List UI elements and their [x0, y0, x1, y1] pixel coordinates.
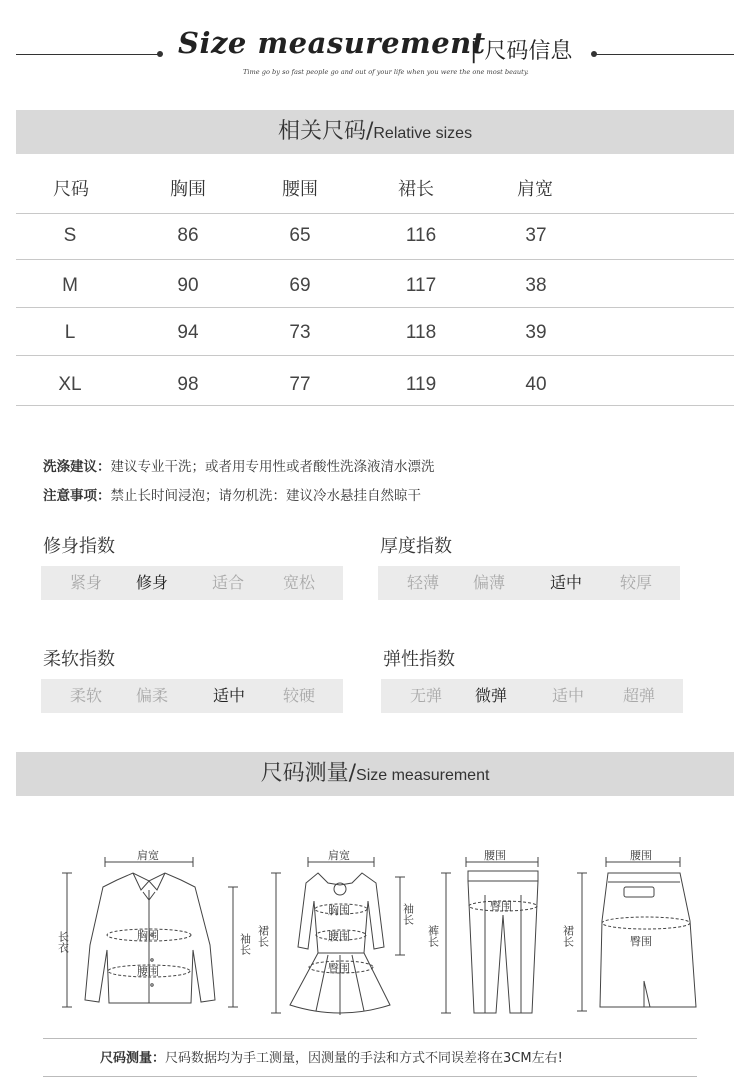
softness-index-option: 较硬 — [282, 686, 315, 705]
fit-index-title: 修身指数 — [43, 536, 115, 557]
header-dot-left — [157, 51, 163, 57]
skirt-length-label: 裙长 — [561, 925, 575, 947]
cell-waist: 69 — [289, 275, 311, 296]
cell-waist: 73 — [289, 322, 311, 343]
shirt-sleeve-label: 袖长 — [238, 933, 252, 955]
header-cn-title: | 尺码信息 — [470, 39, 573, 64]
skirt-hip-label: 臀围 — [630, 935, 652, 948]
thickness-index-option: 轻薄 — [406, 573, 439, 592]
note-divider-bottom — [43, 1076, 697, 1077]
dress-length-label: 裙长 — [256, 925, 270, 947]
note-divider-top — [43, 1038, 697, 1039]
dress-waist-label: 腰围 — [328, 930, 350, 943]
dress-shoulder-label: 肩宽 — [328, 849, 350, 862]
table-divider — [16, 405, 734, 406]
dress-hip-label: 臀围 — [328, 962, 350, 975]
measurement-note-label: 尺码测量： — [100, 1051, 166, 1066]
cell-length: 118 — [405, 322, 437, 343]
relative-sizes-title-en: Relative sizes — [373, 125, 473, 142]
elasticity-index-bar — [381, 679, 683, 713]
table-divider — [16, 307, 734, 308]
shirt-length-label: 长衣 — [56, 931, 70, 953]
pants-hip-label: 臀围 — [490, 900, 512, 913]
elasticity-index-option: 超弹 — [622, 686, 655, 705]
care-notice-text: 禁止长时间浸泡；请勿机洗：建议冷水悬挂自然晾干 — [110, 488, 421, 504]
cell-chest: 90 — [177, 275, 199, 296]
softness-index-option: 偏柔 — [135, 686, 168, 705]
elasticity-index-option: 适中 — [551, 686, 584, 705]
size-measurement-title-cn: 尺码测量/ — [260, 761, 357, 786]
col-header-shoulder: 肩宽 — [517, 179, 553, 200]
table-divider — [16, 259, 734, 260]
cell-shoulder: 39 — [525, 322, 547, 343]
softness-index-option: 柔软 — [69, 686, 102, 705]
fit-index-option: 适合 — [211, 573, 244, 592]
fit-index-bar — [41, 566, 343, 600]
cell-length: 119 — [405, 374, 437, 395]
cell-size: S — [63, 225, 77, 246]
shirt-diagram — [45, 835, 255, 1020]
thickness-index-title: 厚度指数 — [380, 536, 452, 557]
elasticity-index-option-selected: 微弹 — [474, 686, 507, 705]
wash-advice-text: 建议专业干洗；或者用专用性或者酸性洗涤液清水漂洗 — [110, 459, 435, 475]
header-tagline: Time go by so fast people go and out of your life when you were the one most beauty. — [243, 68, 529, 76]
cell-waist: 77 — [289, 374, 311, 395]
care-notice — [43, 484, 421, 504]
size-measurement-bar — [16, 752, 734, 796]
fit-index-option-selected: 修身 — [135, 573, 168, 592]
thickness-index-bar — [378, 566, 680, 600]
col-header-size: 尺码 — [53, 179, 89, 200]
col-header-length: 裙长 — [398, 179, 434, 200]
header-script-title: Size measurement — [178, 26, 486, 60]
relative-sizes-bar — [16, 110, 734, 154]
cell-size: M — [62, 275, 78, 296]
col-header-waist: 腰围 — [282, 179, 318, 200]
header-line-right — [596, 54, 734, 55]
cell-chest: 94 — [177, 322, 199, 343]
measurement-note — [100, 1047, 563, 1066]
cell-size: XL — [58, 374, 82, 395]
dress-sleeve-label: 袖长 — [401, 903, 415, 925]
table-divider — [16, 355, 734, 356]
pants-diagram — [428, 835, 558, 1020]
cell-waist: 65 — [289, 225, 311, 246]
thickness-index-option-selected: 适中 — [549, 573, 582, 592]
header-line-left — [16, 54, 158, 55]
shirt-shoulder-label: 肩宽 — [137, 849, 159, 862]
measurement-note-text: 尺码数据均为手工测量，因测量的手法和方式不同误差将在3CM左右! — [165, 1051, 563, 1066]
relative-sizes-title-cn: 相关尺码/ — [277, 119, 374, 144]
fit-index-option: 宽松 — [282, 573, 315, 592]
shirt-chest-label: 胸围 — [137, 929, 159, 942]
dress-chest-label: 胸围 — [328, 904, 350, 917]
skirt-waist-label: 腰围 — [630, 849, 652, 862]
size-measurement-title-en: Size measurement — [356, 767, 490, 784]
thickness-index-option: 较厚 — [619, 573, 652, 592]
elasticity-index-option: 无弹 — [409, 686, 442, 705]
care-notice-label: 注意事项： — [43, 488, 111, 504]
fit-index-option: 紧身 — [69, 573, 102, 592]
wash-advice — [43, 455, 435, 475]
skirt-diagram — [562, 835, 712, 1020]
table-divider — [16, 213, 734, 214]
cell-chest: 98 — [177, 374, 199, 395]
thickness-index-option: 偏薄 — [472, 573, 505, 592]
cell-chest: 86 — [177, 225, 199, 246]
softness-index-option-selected: 适中 — [212, 686, 245, 705]
pants-length-label: 裤长 — [426, 925, 440, 947]
dress-diagram — [258, 835, 423, 1020]
cell-length: 116 — [405, 225, 437, 246]
cell-shoulder: 38 — [525, 275, 547, 296]
col-header-chest: 胸围 — [170, 179, 206, 200]
wash-advice-label: 洗涤建议： — [43, 459, 111, 475]
softness-index-bar — [41, 679, 343, 713]
shirt-waist-label: 腰围 — [137, 965, 159, 978]
elasticity-index-title: 弹性指数 — [383, 649, 455, 670]
cell-size: L — [64, 322, 76, 343]
cell-shoulder: 40 — [525, 374, 547, 395]
pants-waist-label: 腰围 — [484, 849, 506, 862]
cell-length: 117 — [405, 275, 437, 296]
cell-shoulder: 37 — [525, 225, 547, 246]
softness-index-title: 柔软指数 — [43, 649, 115, 670]
